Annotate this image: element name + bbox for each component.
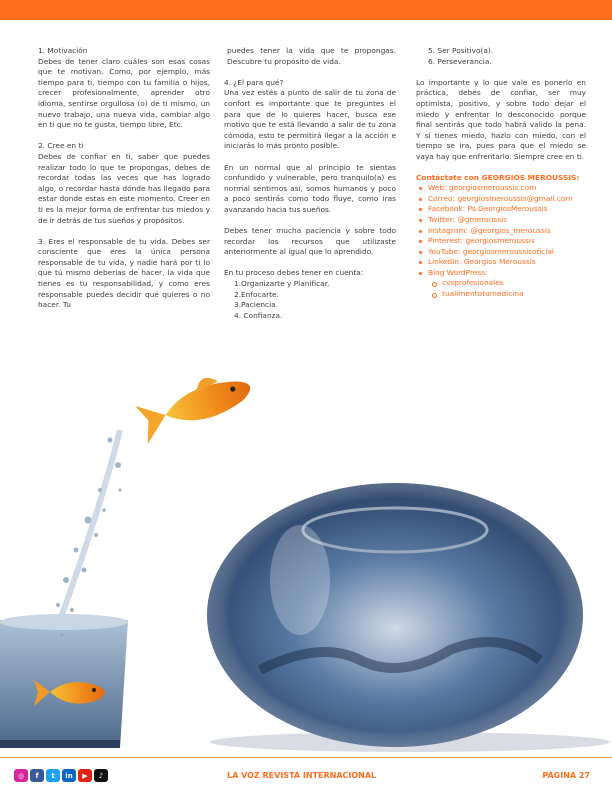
list-item: 2.Enfocarte.: [234, 289, 279, 299]
paragraph: Una vez estés a punto de salir de tu zona de confort es importante que te preguntes el para que de lo quieres hacer, busca ese motivo que te está llevando a salir de tu zona cómoda, esto te permitirá llegar a la acción e iniciarás lo más pronto posible.: [224, 88, 396, 151]
paragraph: puedes tener la vida que te propongas. Descubre tu propósito de vida.: [227, 46, 396, 66]
contact-title: Contáctate con GEORGIOS MEROUSSIS:: [416, 172, 580, 182]
heading-cree-en-ti: 2. Cree en ti: [38, 141, 84, 151]
paragraph: En un normal que al principio te sientas confundido y vulnerable, pero tranquilo(a) es normal sentirnos así, somos humanos y poco a poco sentirás como todo fluye, como iras avanzando hacia tus sueños.: [224, 162, 396, 214]
blog-link[interactable]: cvsprofesionales: [428, 278, 586, 289]
paragraph: Debes tener mucha paciencia y sobre todo recordar los recursos que utilizaste anteriormente al igual que lo aprendido.: [224, 226, 396, 257]
instagram-icon[interactable]: ◎: [14, 769, 28, 782]
contact-list: [416, 183, 586, 300]
column-1: [38, 46, 210, 311]
youtube-icon[interactable]: ▶: [78, 769, 92, 782]
contact-instagram[interactable]: Instagram: @georgios_meroussis: [416, 226, 586, 237]
list-item: 1.Organizarte y Planificar.: [234, 279, 330, 289]
paragraph: Lo importante y lo que vale es ponerlo en práctica, debes de confiar, ser muy optimista, positivo, y sobre todo dejar el miedo y enfrentar lo desconocido porque final sentirás que todo habrá valido la pena. Y si tienes miedo, hazlo con miedo, con el tiempo se ira, pues para que el miedo se vaya hay que enfrentarlo. Siempre cree en ti.: [416, 77, 586, 161]
contact-facebook[interactable]: Facebook: Ps.GeorgiosMeroussis: [416, 204, 586, 215]
process-list: [224, 279, 396, 321]
list-item: 5. Ser Positivo(a).: [428, 46, 494, 55]
contact-linkedin[interactable]: LinkedIn: Georgios Meroussis: [416, 257, 586, 268]
list-item: 4. Confianza.: [234, 310, 283, 320]
list-item: 6. Perseverancia.: [428, 56, 492, 66]
twitter-icon[interactable]: t: [46, 769, 60, 782]
linkedin-icon[interactable]: in: [62, 769, 76, 782]
paragraph: Debes de tener claro cuáles son esas cosas que te motivan. Como, por ejemplo, más tiempo para ti, tiempo con tu familia o hijos, crecer profesionalmente, aprender otro idioma, sentirse orgullosa (o) de ti mismo, un nuevo trabajo, una nueva vida, cambiar algo en ti que no te gusta, tiempo libre, Etc.: [38, 56, 210, 130]
process-list-continued: [416, 46, 586, 67]
top-accent-bar: [0, 0, 612, 20]
contact-youtube[interactable]: YouTube: georgiosmeroussisoficial: [416, 247, 586, 258]
goldfish-jumping-bowl-image: [0, 370, 612, 752]
contact-twitter[interactable]: Twitter: @gmeroussis: [416, 215, 586, 226]
magazine-name: LA VOZ REVISTA INTERNACIONAL: [227, 771, 377, 780]
contact-blog-label: Blog WordPress:: [428, 267, 488, 277]
contact-blog: [416, 268, 586, 300]
heading-motivacion: 1. Motivación: [38, 46, 88, 55]
paragraph: Debes de confiar en ti, saber que puedes realizar todo lo que te propongas, debes de recordar todas las veces que has logrado algo, o recordar hasta dónde has llegado para estar donde estas en este momento. Creer en ti es la mejor forma de enfrentar tus miedos y de ir detrás de tus sueños y propósitos.: [38, 151, 210, 225]
paragraph: En tu proceso debes tener en cuenta:: [224, 268, 364, 278]
footer-divider: [0, 757, 612, 758]
list-item: 3.Paciencia.: [234, 300, 279, 310]
tiktok-icon[interactable]: ♪: [94, 769, 108, 782]
blog-link[interactable]: tualimentotumedicina: [428, 289, 586, 300]
column-2: [224, 46, 396, 321]
contact-web[interactable]: Web: georgiosmeroussis.com: [416, 183, 586, 194]
social-icons: [14, 769, 108, 782]
facebook-icon[interactable]: f: [30, 769, 44, 782]
column-3: [416, 46, 586, 300]
heading-el-para-que: 4. ¿El para qué?: [224, 77, 284, 87]
page-number: PÁGINA 27: [542, 771, 590, 780]
blog-list: [428, 278, 586, 299]
contact-pinterest[interactable]: Pinterest: georgiosmeroussis: [416, 236, 586, 247]
paragraph: 3. Eres el responsable de tu vida. Debes ser consciente que eres la única persona responsable de tu vida, y nadie hará por ti lo que tú mismo deberías de hacer, la vida que tienes es tu responsabilidad, y como eres responsable puedes decidir qué quieres o no hacer. Tu: [38, 236, 210, 310]
contact-email[interactable]: Correo: georgiosmeroussis@gmail.com: [416, 194, 586, 205]
